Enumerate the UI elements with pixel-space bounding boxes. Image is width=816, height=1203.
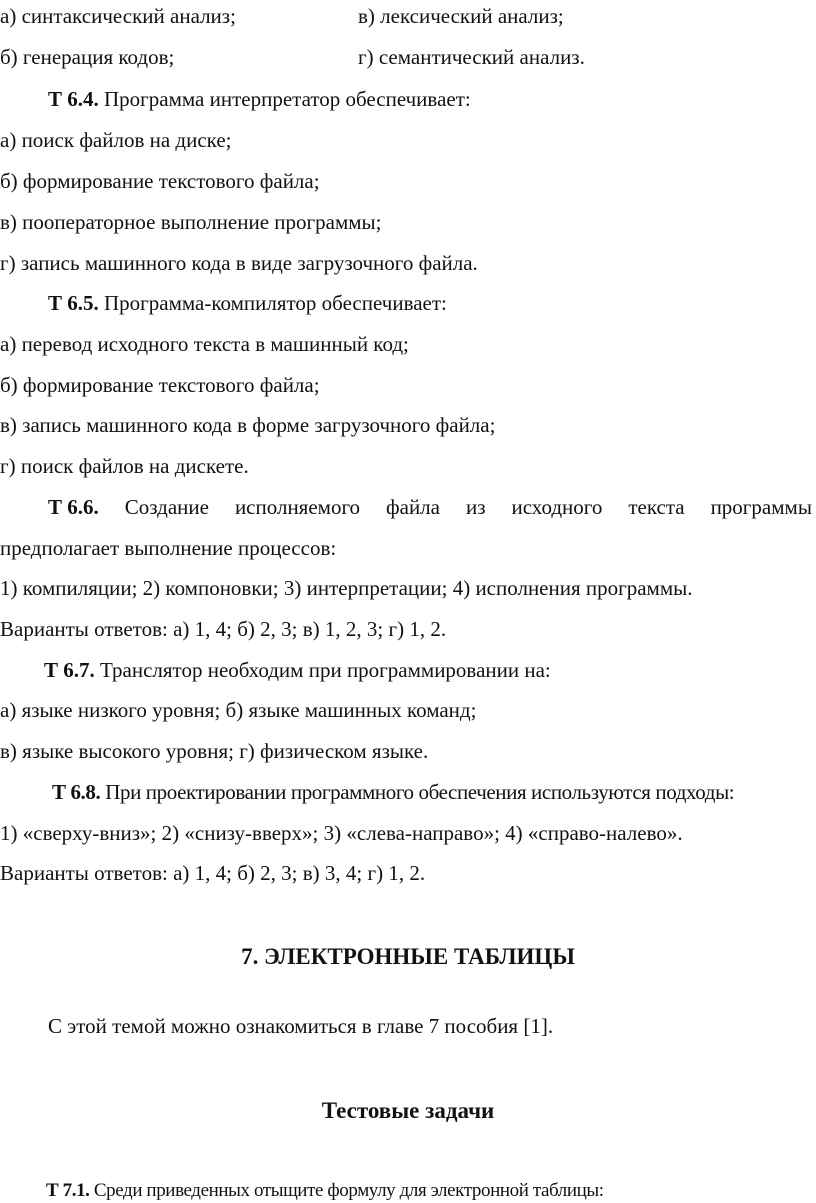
question-t64: [48, 89, 471, 110]
question-word: программы: [710, 495, 812, 519]
option-a: а) синтаксический анализ;: [0, 4, 236, 28]
question-word: из: [465, 495, 486, 519]
answer-option: в) пооператорное выполнение программы;: [0, 210, 382, 234]
question-number: Т 6.7.: [44, 658, 95, 682]
answer-option: а) перевод исходного текста в машинный код;: [0, 332, 409, 356]
option-line: [0, 45, 585, 69]
approach-list: 1) «сверху-вниз»; 2) «снизу-вверх»; 3) «слева-направо»; 4) «справо-налево».: [0, 821, 683, 845]
option-b: б) генерация кодов;: [0, 45, 175, 69]
question-word: исходного: [511, 495, 603, 519]
question-word: Создание: [124, 495, 209, 519]
section-title: 7. ЭЛЕКТРОННЫЕ ТАБЛИЦЫ: [241, 944, 575, 969]
answer-option: б) формирование текстового файла;: [0, 169, 320, 193]
answer-option: а) языке низкого уровня; б) языке машинных команд;: [0, 698, 477, 722]
section-intro: С этой темой можно ознакомиться в главе 7 пособия [1].: [48, 1014, 554, 1038]
question-number: Т 6.8.: [52, 780, 101, 804]
question-number: Т 6.4.: [48, 87, 99, 111]
question-t67: [44, 660, 551, 681]
question-t66: [0, 497, 812, 518]
question-number: Т 7.1.: [46, 1180, 90, 1201]
question-text: Программа интерпретатор обеспечивает:: [104, 87, 471, 111]
question-t65: [48, 293, 447, 314]
answer-option: в) языке высокого уровня; г) физическом языке.: [0, 739, 429, 763]
question-word: исполняемого: [234, 495, 361, 519]
answer-option: г) поиск файлов на дискете.: [0, 454, 249, 478]
question-t68: [52, 782, 734, 803]
question-text: Среди приведенных отыщите формулу для электронной таблицы:: [93, 1180, 604, 1201]
question-word: текста: [628, 495, 685, 519]
answer-variants: Варианты ответов: а) 1, 4; б) 2, 3; в) 3, 4; г) 1, 2.: [0, 861, 426, 885]
answer-option: а) поиск файлов на диске;: [0, 128, 232, 152]
answer-option: б) формирование текстового файла;: [0, 373, 320, 397]
process-list: 1) компиляции; 2) компоновки; 3) интерпретации; 4) исполнения программы.: [0, 576, 693, 600]
question-text: предполагает выполнение процессов:: [0, 536, 337, 560]
question-text: Транслятор необходим при программировании на:: [100, 658, 551, 682]
question-t71: [46, 1181, 604, 1200]
question-text: При проектировании программного обеспечения используются подходы:: [105, 780, 735, 804]
question-text: Программа-компилятор обеспечивает:: [104, 291, 447, 315]
answer-variants: Варианты ответов: а) 1, 4; б) 2, 3; в) 1, 2, 3; г) 1, 2.: [0, 617, 447, 641]
answer-option: г) запись машинного кода в виде загрузочного файла.: [0, 251, 478, 275]
question-word: файла: [386, 495, 440, 519]
question-number: Т 6.6.: [48, 495, 99, 519]
option-g: г) семантический анализ.: [358, 45, 585, 69]
option-v: в) лексический анализ;: [358, 4, 564, 28]
option-line: [0, 4, 564, 28]
question-number: Т 6.5.: [48, 291, 99, 315]
answer-option: в) запись машинного кода в форме загрузочного файла;: [0, 413, 496, 437]
section-subtitle: Тестовые задачи: [321, 1098, 495, 1123]
